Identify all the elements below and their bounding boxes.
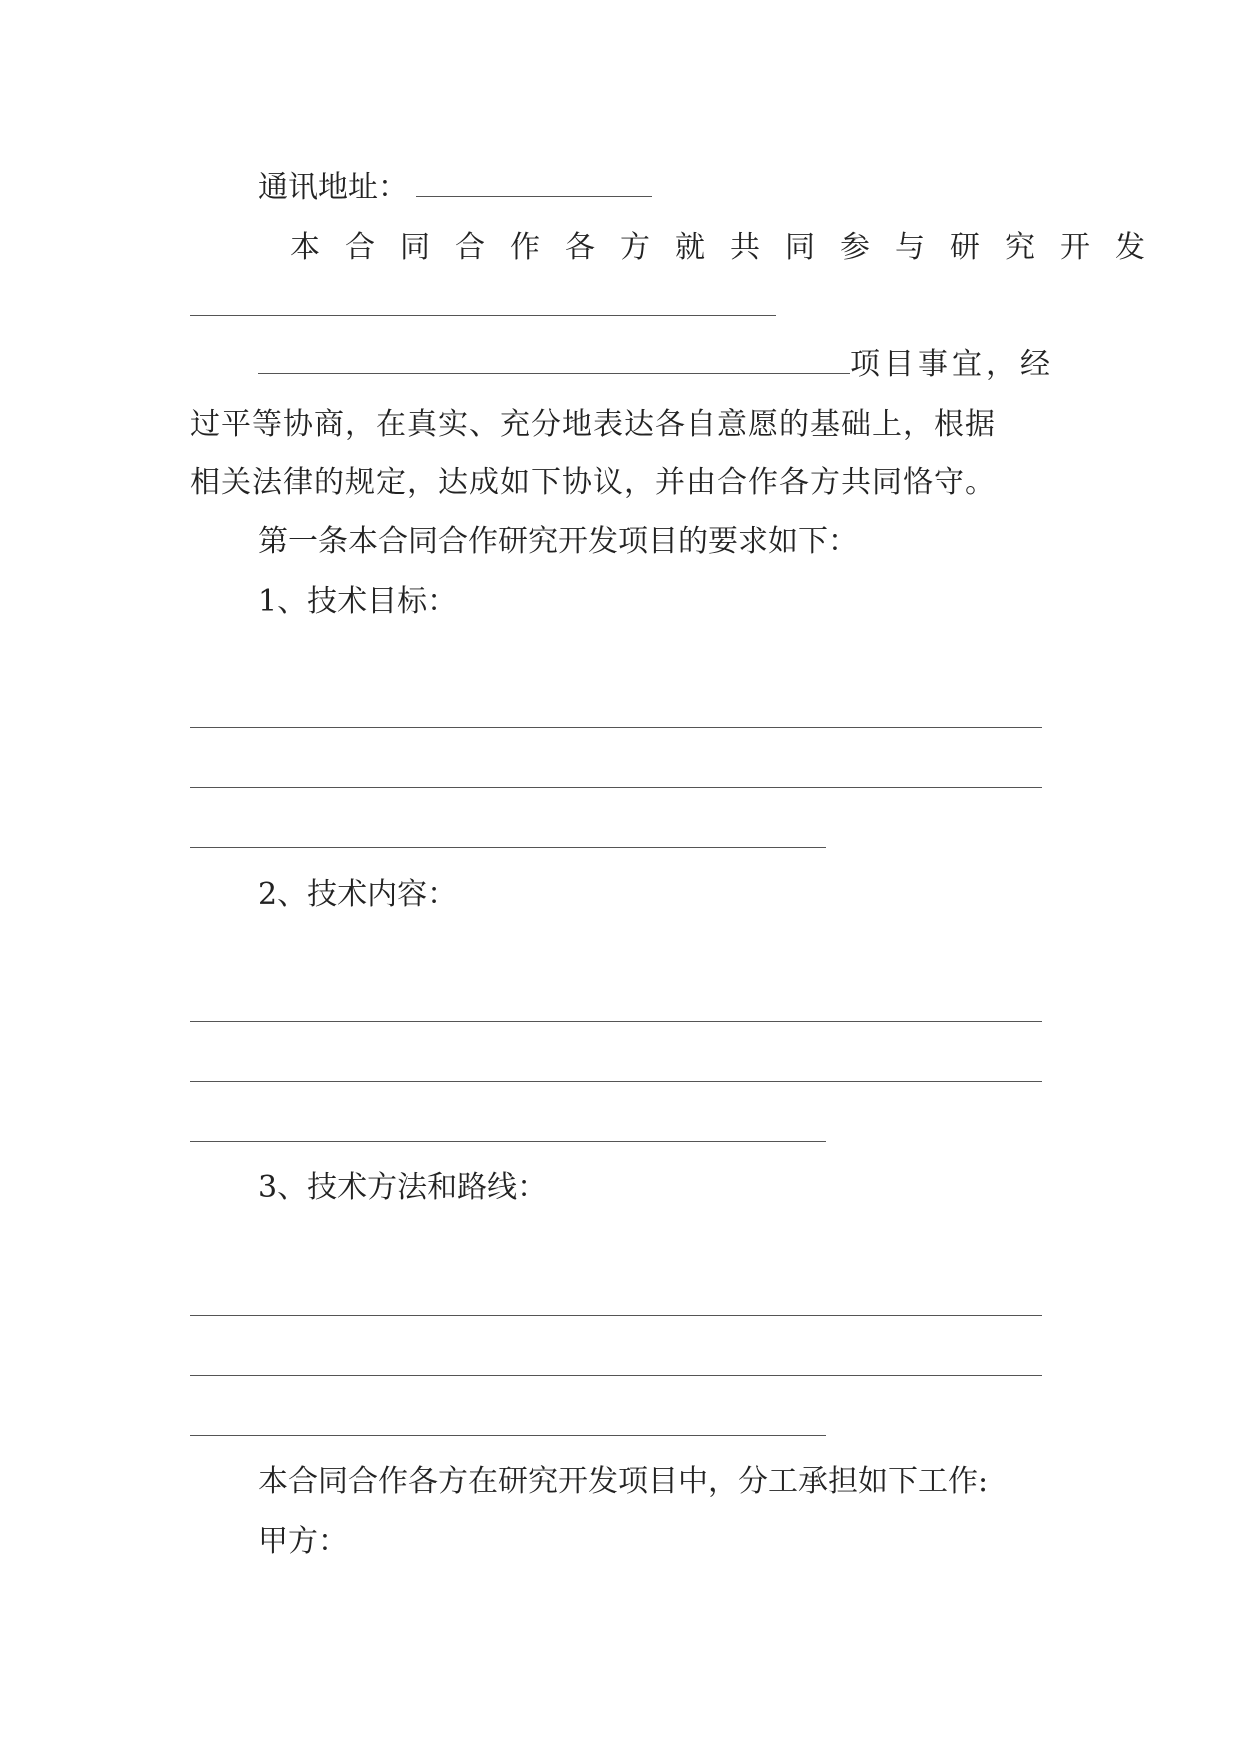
intro-project-line xyxy=(258,345,1054,385)
address-label: 通讯地址： xyxy=(258,170,408,205)
item-1-blank-2[interactable] xyxy=(190,787,1042,788)
item-3-blank-3[interactable] xyxy=(190,1435,826,1436)
item-2-blank-1[interactable] xyxy=(190,1021,1042,1022)
intro-line-1: 本合同合作各方就共同参与研究开发 xyxy=(290,230,1170,265)
item-3-label: 3、技术方法和路线： xyxy=(258,1170,548,1205)
address-line xyxy=(258,168,652,208)
address-blank[interactable] xyxy=(416,168,652,197)
intro-line-3: 相关法律的规定，达成如下协议，并由合作各方共同恪守。 xyxy=(190,465,996,500)
party-a-label: 甲方： xyxy=(258,1524,348,1559)
item-2-blank-2[interactable] xyxy=(190,1081,1042,1082)
item-2-blank-3[interactable] xyxy=(190,1141,826,1142)
item-3-blank-2[interactable] xyxy=(190,1375,1042,1376)
division-text: 本合同合作各方在研究开发项目中，分工承担如下工作: xyxy=(258,1464,989,1499)
project-name-blank-1[interactable] xyxy=(190,315,776,316)
item-1-blank-1[interactable] xyxy=(190,727,1042,728)
project-name-blank-2[interactable] xyxy=(258,345,850,374)
item-3-blank-1[interactable] xyxy=(190,1315,1042,1316)
intro-suffix: 项目事宜，经 xyxy=(850,347,1054,382)
item-2-label: 2、技术内容： xyxy=(258,877,458,912)
item-1-label: 1、技术目标： xyxy=(258,584,458,619)
item-1-blank-3[interactable] xyxy=(190,847,826,848)
intro-line-2: 过平等协商，在真实、充分地表达各自意愿的基础上，根据 xyxy=(190,407,996,442)
article-1-title: 第一条本合同合作研究开发项目的要求如下： xyxy=(258,524,858,559)
